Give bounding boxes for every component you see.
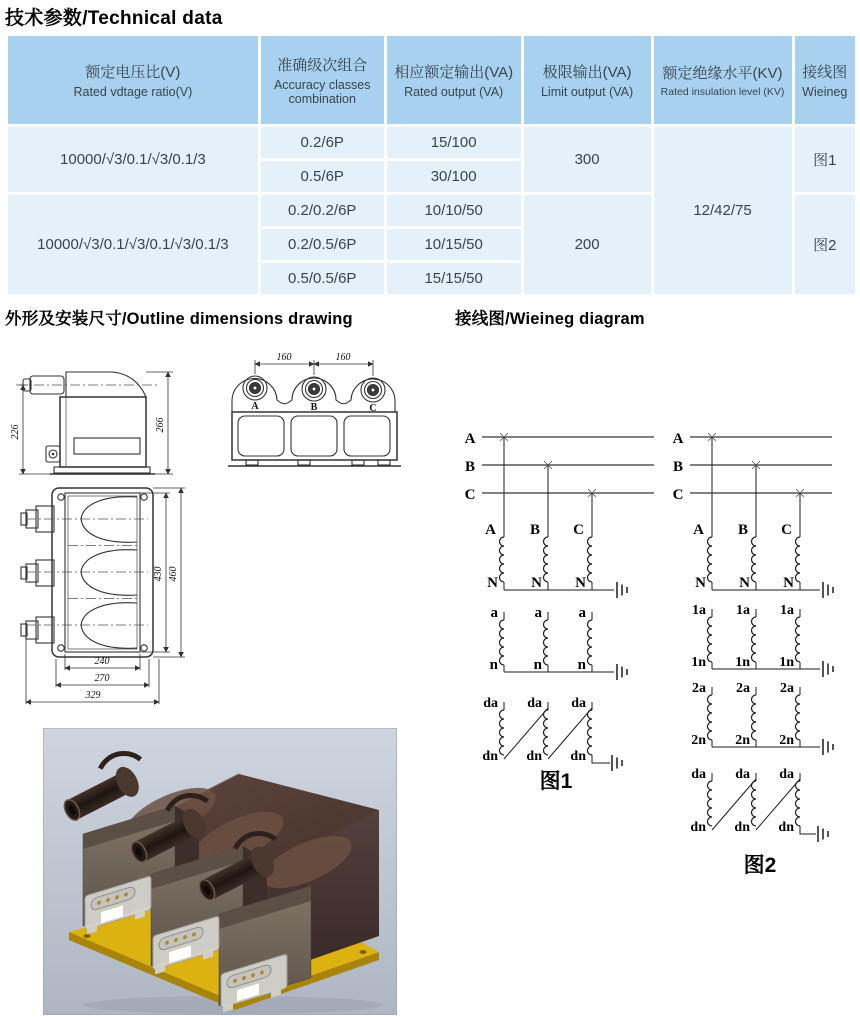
cell-limit-group1: 300: [524, 127, 651, 192]
winding-label: dn: [526, 749, 542, 764]
winding-label: dn: [482, 749, 498, 764]
winding-label: dn: [778, 820, 794, 835]
header-accuracy-classes: 准确级次组合 Accuracy classes combination: [261, 36, 384, 124]
winding-label: dn: [570, 749, 586, 764]
winding-label: 2n: [691, 733, 706, 748]
winding-label: 2n: [779, 733, 794, 748]
bus-label: A: [672, 431, 684, 447]
figure2-caption: 图2: [743, 854, 777, 877]
winding-label: 1a: [692, 603, 706, 618]
page-title: 技术参数/Technical data: [5, 8, 223, 29]
winding-label: da: [483, 696, 498, 711]
winding-label: A: [485, 522, 496, 538]
dim-label-460: 460: [168, 566, 179, 582]
cell-accuracy: 0.2/6P: [261, 127, 384, 158]
outline-section-title: 外形及安装尺寸/Outline dimensions drawing: [5, 310, 353, 328]
dim-label-226: 226: [10, 424, 21, 440]
winding-label: 2a: [780, 681, 794, 696]
dim-label-160-1: 160: [276, 352, 292, 363]
winding-label: a: [490, 605, 498, 621]
winding-label: N: [695, 575, 706, 591]
winding-label: 1n: [779, 655, 794, 670]
winding-label: N: [739, 575, 750, 591]
winding-label: da: [527, 696, 542, 711]
winding-label: N: [487, 575, 498, 591]
winding-label: N: [575, 575, 586, 591]
dim-label-430: 430: [153, 566, 164, 582]
winding-label: 2a: [692, 681, 706, 696]
winding-label: 2a: [736, 681, 750, 696]
dim-label-270: 270: [94, 673, 110, 684]
cell-diagram-ref-2: 图2: [795, 195, 855, 294]
bus-label: C: [672, 487, 684, 503]
cell-output: 15/15/50: [387, 263, 521, 294]
winding-label: C: [781, 522, 792, 538]
header-insulation-level: 额定绝缘水平(KV) Rated insulation level (KV): [654, 36, 792, 124]
dim-label-160-2: 160: [335, 352, 351, 363]
cell-accuracy: 0.2/0.5/6P: [261, 229, 384, 260]
header-rated-output: 相应额定输出(VA) Rated output (VA): [387, 36, 521, 124]
winding-label: C: [573, 522, 584, 538]
cell-insulation-level: 12/42/75: [654, 127, 792, 294]
winding-label: N: [531, 575, 542, 591]
header-wiring-diagram: 接线图 Wieineg: [795, 36, 855, 124]
cell-output: 30/100: [387, 161, 521, 192]
phase-label-a: A: [251, 401, 259, 412]
cell-limit-group2: 200: [524, 195, 651, 294]
winding-label: A: [693, 522, 704, 538]
winding-label: da: [779, 767, 794, 782]
bus-label: B: [464, 459, 476, 475]
winding-label: B: [529, 522, 540, 538]
phase-label-b: B: [310, 402, 318, 413]
top-view-drawing: [222, 348, 422, 480]
wiring-diagram-fig1: [452, 424, 657, 796]
winding-label: B: [737, 522, 748, 538]
cell-accuracy: 0.5/0.5/6P: [261, 263, 384, 294]
bottom-view-drawing: [20, 478, 255, 713]
product-photo-3d: [43, 728, 397, 1015]
header-rated-voltage-ratio: 额定电压比(V) Rated vdtage ratio(V): [8, 36, 258, 124]
bus-label: A: [464, 431, 476, 447]
winding-label: N: [783, 575, 794, 591]
dim-label-240: 240: [94, 656, 110, 667]
winding-label: n: [577, 657, 586, 673]
winding-label: n: [533, 657, 542, 673]
cell-ratio-group1: 10000/√3/0.1/√3/0.1/3: [8, 127, 258, 192]
bus-label: B: [672, 459, 684, 475]
winding-label: a: [578, 605, 586, 621]
phase-label-c: C: [369, 403, 377, 414]
table-header-row: [8, 36, 855, 124]
winding-label: 1a: [736, 603, 750, 618]
cell-accuracy: 0.5/6P: [261, 161, 384, 192]
winding-label: dn: [734, 820, 750, 835]
winding-label: 1a: [780, 603, 794, 618]
winding-label: 1n: [735, 655, 750, 670]
winding-label: da: [691, 767, 706, 782]
table-row: [8, 127, 855, 158]
dim-label-329: 329: [85, 690, 101, 701]
winding-label: da: [735, 767, 750, 782]
cell-output: 10/15/50: [387, 229, 521, 260]
winding-label: dn: [690, 820, 706, 835]
header-limit-output: 极限输出(VA) Limit output (VA): [524, 36, 651, 124]
cell-output: 10/10/50: [387, 195, 521, 226]
figure1-caption: 图1: [539, 770, 573, 793]
wiring-diagram-fig2: [660, 424, 860, 896]
cell-accuracy: 0.2/0.2/6P: [261, 195, 384, 226]
winding-label: 1n: [691, 655, 706, 670]
cell-output: 15/100: [387, 127, 521, 158]
dim-label-266: 266: [155, 417, 166, 433]
cell-ratio-group2: 10000/√3/0.1/√3/0.1/√3/0.1/3: [8, 195, 258, 294]
winding-label: n: [489, 657, 498, 673]
winding-label: 2n: [735, 733, 750, 748]
bus-label: C: [464, 487, 476, 503]
winding-label: da: [571, 696, 586, 711]
wiring-section-title: 接线图/Wieineg diagram: [455, 310, 645, 328]
winding-label: a: [534, 605, 542, 621]
cell-diagram-ref-1: 图1: [795, 127, 855, 192]
technical-data-table: [5, 33, 858, 297]
